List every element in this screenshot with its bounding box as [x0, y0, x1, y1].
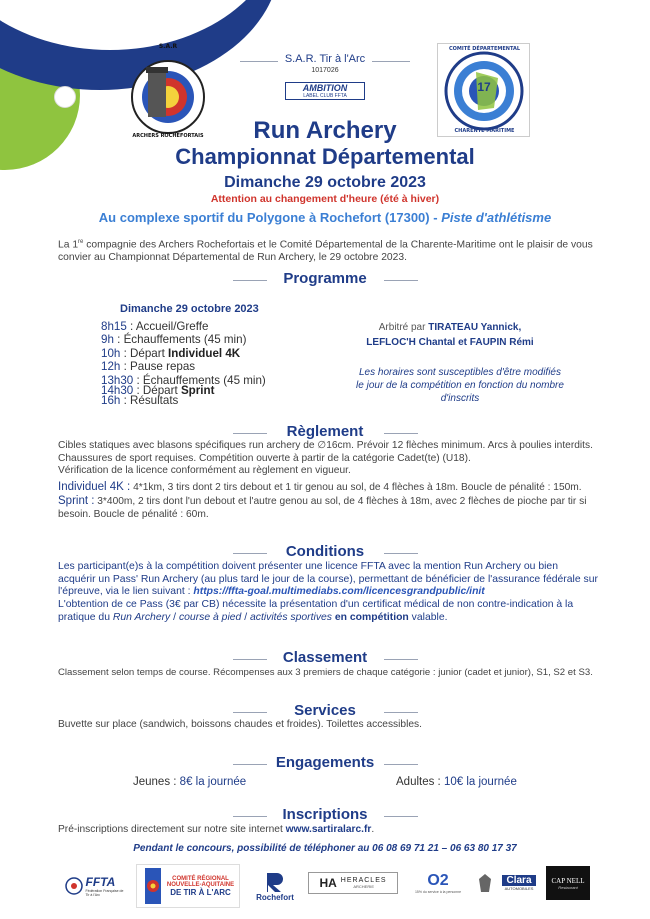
decor-white-dot: [54, 86, 76, 108]
classement-title: Classement: [282, 649, 368, 666]
schedule-text: : Accueil/Greffe: [126, 320, 209, 333]
sprint-text: 3*400m, 2 tirs dont l'un debout et l'autre genou au sol, de 4 flèches à 18m, avec 2 flèches de pioche par tir si besoin. Boucle de pénalité : 60m.: [58, 496, 587, 520]
conditions-paragraph: [58, 561, 598, 625]
schedule-time: 10h: [101, 346, 121, 360]
note-line-3: d'inscrits: [440, 393, 480, 404]
heracles-logo: [308, 872, 398, 894]
clara-logo: [498, 870, 540, 896]
arbitre-name-2: LEFLOC'H Chantal et FAUPIN Rémi: [366, 337, 534, 348]
individuel-text: 4*1km, 3 tirs dont 2 tirs debout et 1 tir genou au sol, de 4 flèches à 18m. Boucle de pénalité : 150m.: [130, 482, 582, 493]
reglement-p1a: Cibles statiques avec blasons spécifiques run archery de ∅16cm. Prévoir 12 flèches minimum. Arcs à poulies interdits. Chaussures de sport requises. Compétition ouverte à partir de la catégorie Cadet(te) (U18).: [58, 440, 593, 464]
event-date: Dimanche 29 octobre 2023: [224, 174, 426, 191]
right-logo-bottom-text: CHARENTE MARITIME: [454, 128, 515, 134]
arbitre-name-1: TIRATEAU Yannick,: [428, 322, 522, 333]
venue-emphasis: Piste d'athlétisme: [441, 210, 552, 225]
conditions-p2: [58, 599, 598, 624]
conditions-title: Conditions: [285, 543, 365, 560]
intro-paragraph: [58, 236, 598, 265]
arbitre-block: [330, 320, 570, 350]
rochefort-logo: [250, 866, 300, 906]
sprint-label: Sprint :: [58, 495, 95, 507]
arbitre-prefix: Arbitré par: [378, 322, 429, 333]
capnell-logo: [546, 866, 590, 900]
reglement-p1b: Vérification de la licence conformément au règlement en vigueur.: [58, 465, 351, 477]
adultes-value: 10€ la journée: [443, 776, 517, 788]
conditions-em-3: activités sportives: [250, 611, 332, 623]
o2-logo: [406, 866, 470, 900]
inscriptions-prefix: Pré-inscriptions directement sur notre site internet: [58, 824, 286, 835]
schedule-item: [101, 348, 321, 360]
conditions-p1: [58, 561, 598, 599]
capnell-sub: Restaurant: [558, 884, 578, 890]
ambition-label-badge: [285, 82, 365, 100]
services-title: Services: [294, 702, 356, 719]
schedule-item: [101, 334, 321, 346]
o2-sub: 15% du service à la personne: [414, 890, 462, 894]
schedule-time: 9h: [101, 333, 114, 347]
programme-title: Programme: [283, 270, 367, 287]
schedule-time: 16h: [101, 394, 121, 408]
conditions-em-2: course à pied: [178, 611, 242, 623]
jeunes-label: Jeunes :: [133, 776, 180, 788]
schedule-bold: Sprint: [180, 384, 215, 398]
heracles-ha-icon: HA: [319, 876, 337, 890]
capnell-text: CAP NELL: [551, 876, 585, 885]
note-line-2: le jour de la compétition en fonction du nombre: [356, 380, 564, 391]
time-change-warning: Attention au changement d'heure (été à hiver): [210, 193, 440, 205]
comite-regional-logo: [136, 864, 240, 908]
schedule-item: [101, 395, 321, 407]
arbitre-line-2: [330, 335, 570, 350]
clara-text: Clara: [502, 875, 535, 886]
schedule-time: 8h15: [101, 320, 127, 333]
heracles-sub: ARCHERIE: [353, 884, 374, 889]
tarif-jeunes: [133, 776, 246, 788]
individuel-rule: [58, 481, 598, 495]
schedule-time: 12h: [101, 360, 121, 374]
schedule-text: : Départ: [133, 384, 181, 398]
intro-text-b: compagnie des Archers Rochefortais et le Comité Départemental de la Charente-Maritime ont le plaisir de vous convier au Championnat Départemental de Run Archery, le 29 octobre 2023.: [58, 239, 593, 264]
title-championnat: Championnat Départemental: [175, 144, 475, 169]
conditions-text-1: Les participant(e)s à la compétition doivent présenter une licence FFTA avec la mention Run Archery ou bien acquérir un Pass' Run Archery (au plus tard le jour de la course), permettant de bénéficier de l'assurance fédérale sur l'épreuve, via le lien suivant :: [58, 561, 598, 598]
engagements-title: Engagements: [275, 754, 375, 771]
sprint-rule: [58, 495, 598, 521]
intro-text-sup: re: [78, 239, 84, 245]
individuel-label: Individuel 4K :: [58, 481, 131, 493]
club-number: 1017026: [311, 67, 339, 74]
tarif-adultes: [396, 776, 517, 788]
schedule-time: 13h30: [101, 373, 134, 387]
clara-sub: AUTOMOBILES: [504, 886, 534, 891]
schedule-time: 14h30: [101, 384, 134, 398]
rochefort-text: Rochefort: [256, 892, 294, 902]
site-link[interactable]: www.sartiralarc.fr: [285, 824, 372, 835]
conditions-text-end: valable.: [408, 611, 448, 623]
right-logo-number: 17: [477, 80, 491, 94]
right-logo-top-text: COMITÉ DÉPARTEMENTAL: [448, 46, 521, 52]
conditions-bold-end: en compétition: [332, 611, 409, 623]
inscriptions-dot: .: [371, 824, 375, 835]
programme-schedule: [101, 321, 321, 408]
schedule-text: : Départ: [120, 346, 169, 360]
cr-line-2: NOUVELLE-AQUITAINE: [166, 881, 235, 888]
club-name: S.A.R. Tir à l'Arc: [284, 53, 366, 65]
ffta-logo: [60, 868, 128, 904]
schedule-bold: Individuel 4K: [168, 346, 241, 360]
licence-link[interactable]: https://ffta-goal.multimediabs.com/licencesgrandpublic/init: [193, 586, 485, 598]
schedule-item: [101, 321, 321, 333]
comite-regional-emblem-icon: [142, 866, 164, 906]
rochefort-r-icon: [264, 871, 286, 893]
services-text: Buvette sur place (sandwich, boissons chaudes et froides). Toilettes accessibles.: [58, 719, 422, 730]
ffta-text: FFTA: [85, 875, 116, 889]
conditions-text-2: L'obtention de ce Pass (3€ par CB) nécessite la présentation d'un certificat médical de non contre-indication à la pratique du: [58, 599, 574, 623]
schedule-text: : Échauffements (45 min): [133, 373, 266, 387]
left-logo-bottom-text: ARCHERS ROCHEFORTAIS: [132, 133, 204, 139]
reglement-title: Règlement: [286, 423, 364, 440]
classement-text: Classement selon temps de course. Récompenses aux 3 premiers de chaque catégorie : junior (cadet et junior), S1, S2 et S3.: [58, 667, 593, 678]
reglement-paragraph: [58, 440, 598, 478]
schedule-text: : Échauffements (45 min): [113, 333, 247, 347]
adultes-label: Adultes :: [396, 776, 444, 788]
venue-line: [0, 210, 650, 225]
heracles-text: HERACLES: [340, 877, 387, 884]
left-logo-top-text: S.A.R: [158, 43, 178, 50]
title-run-archery: Run Archery: [253, 117, 397, 144]
schedule-text: : Pause repas: [120, 360, 196, 374]
conditions-sep-1: /: [170, 611, 179, 623]
inscriptions-text: [58, 824, 598, 837]
cr-line-3: DE TIR À L'ARC: [170, 887, 231, 897]
programme-date: Dimanche 29 octobre 2023: [120, 303, 259, 315]
note-line-1: Les horaires sont susceptibles d'être modifiés: [358, 367, 561, 378]
cr-line-1: COMITÉ RÉGIONAL: [172, 875, 229, 882]
intro-text-a: La 1: [58, 239, 79, 251]
conditions-em-1: Run Archery: [112, 611, 171, 623]
lion-logo-icon: [476, 872, 494, 894]
ffta-target-icon: [65, 877, 83, 895]
arbitre-line-1: [330, 320, 570, 335]
o2-text: O2: [427, 872, 449, 889]
venue-text: Au complexe sportif du Polygone à Rochefort (17300) -: [98, 210, 442, 225]
schedule-text: : Résultats: [120, 394, 179, 408]
phone-line: Pendant le concours, possibilité de téléphoner au 06 08 69 71 21 – 06 63 80 17 37: [133, 843, 517, 854]
jeunes-value: 8€ la journée: [179, 776, 247, 788]
ffta-sub: Fédération Française de Tir à l'Arc: [85, 889, 124, 897]
conditions-sep-2: /: [241, 611, 250, 623]
ambition-label-sub: LABEL CLUB FFTA: [303, 93, 347, 99]
ambition-label-title: AMBITION: [302, 83, 348, 93]
schedule-item: [101, 361, 321, 373]
inscriptions-title: Inscriptions: [282, 806, 368, 823]
horaires-note: [330, 366, 590, 405]
